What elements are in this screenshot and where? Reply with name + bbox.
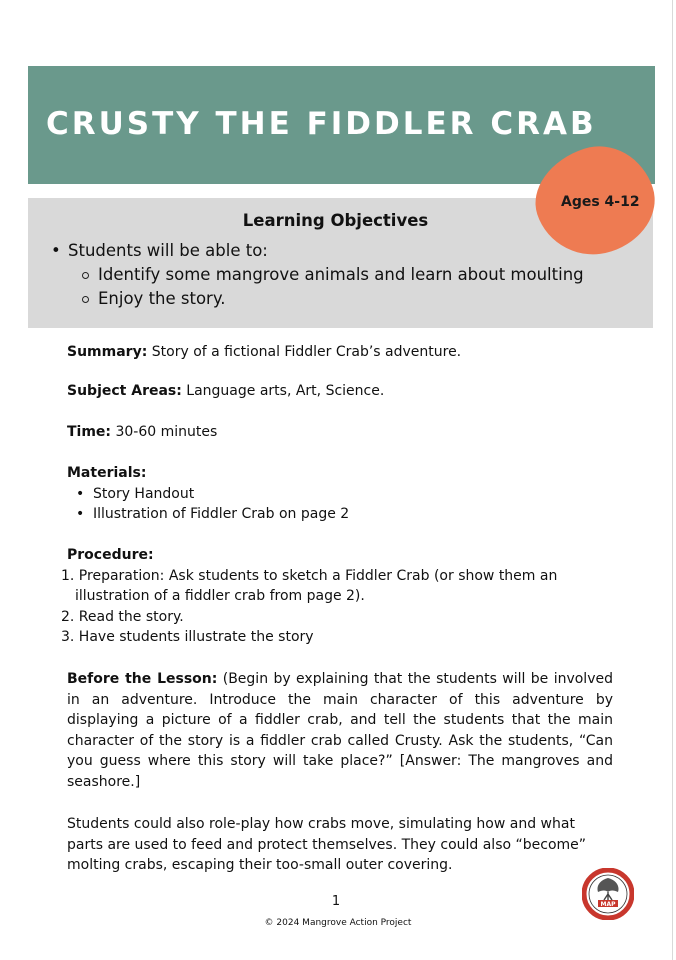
procedure-step: 1. Preparation: Ask students to sketch a Fiddler Crab (or show them an illustration of a fiddler crab from page 2). bbox=[61, 567, 558, 604]
mangrove-action-project-logo bbox=[582, 868, 634, 920]
subject-areas-text: Language arts, Art, Science. bbox=[181, 383, 385, 399]
procedure-step: 2. Read the story. bbox=[61, 608, 184, 625]
page-number: 1 bbox=[331, 894, 341, 909]
subject-areas bbox=[67, 381, 613, 402]
logo-text: MAP bbox=[600, 901, 616, 908]
age-badge: Ages 4-12 bbox=[561, 194, 640, 210]
before-lesson-label: Before the Lesson: bbox=[67, 671, 218, 687]
objectives-heading: Learning Objectives bbox=[242, 211, 429, 230]
summary bbox=[67, 342, 613, 363]
objective-item-text: Identify some mangrove animals and learn about moulting bbox=[98, 265, 584, 284]
objectives-intro-text: Students will be able to: bbox=[68, 241, 268, 260]
summary-label: Summary: bbox=[67, 344, 148, 360]
time-text: 30-60 minutes bbox=[111, 424, 218, 440]
before-the-lesson bbox=[67, 669, 613, 792]
circle-bullet-icon bbox=[82, 296, 89, 303]
roleplay-paragraph: Students could also role-play how crabs move, simulating how and what parts are used to feed and protect themselves. They could also “become” molting crabs, escaping their too-small outer covering. bbox=[67, 816, 587, 873]
materials-item: • Illustration of Fiddler Crab on page 2 bbox=[67, 504, 613, 525]
procedure-steps bbox=[61, 566, 621, 648]
materials bbox=[67, 463, 613, 525]
procedure bbox=[61, 545, 613, 645]
time bbox=[67, 422, 613, 443]
time-label: Time: bbox=[67, 424, 112, 440]
objective-item bbox=[98, 265, 584, 284]
bullet-icon: • bbox=[51, 241, 61, 260]
page-edge-rule bbox=[672, 0, 673, 960]
circle-bullet-icon bbox=[82, 272, 89, 279]
objectives-intro bbox=[51, 241, 268, 260]
materials-item: • Story Handout bbox=[67, 484, 613, 505]
copyright-notice: © 2024 Mangrove Action Project bbox=[264, 918, 412, 928]
summary-text: Story of a fictional Fiddler Crab’s adventure. bbox=[147, 344, 462, 360]
procedure-label: Procedure: bbox=[67, 547, 154, 563]
page-title: CRUSTY THE FIDDLER CRAB bbox=[46, 106, 597, 142]
materials-label: Materials: bbox=[67, 465, 147, 481]
before-lesson-text: (Begin by explaining that the students will be involved in an adventure. Introduce the main character of this adventure by displaying a picture of a fiddler crab, and tell the students that the main character of the story is a fiddler crab called Crusty. Ask the students, “Can you guess where this story will take place?” [Answer: The mangroves and seashore.] bbox=[67, 671, 613, 790]
objective-item bbox=[98, 289, 226, 308]
procedure-step: 3. Have students illustrate the story bbox=[61, 629, 314, 645]
subject-areas-label: Subject Areas: bbox=[67, 383, 182, 399]
objective-item-text: Enjoy the story. bbox=[98, 289, 226, 308]
